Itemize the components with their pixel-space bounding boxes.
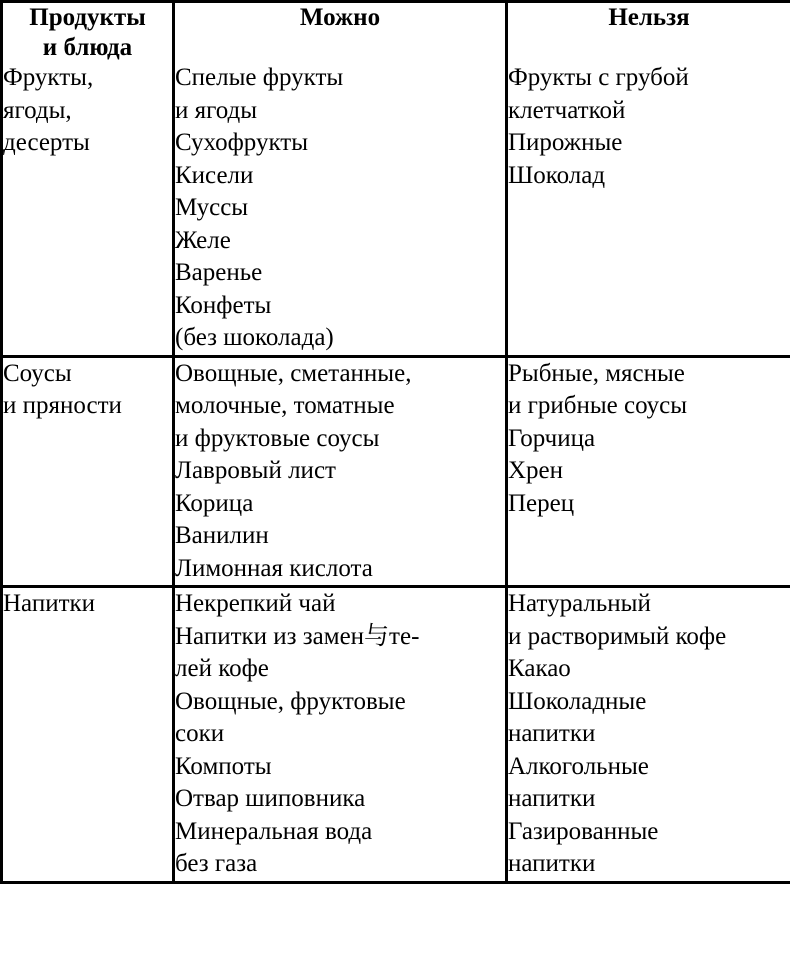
cell-line: Спелые фрукты [175, 64, 344, 91]
cell-line: Фрукты, [3, 64, 94, 91]
cell-line: Горчица [508, 424, 596, 452]
cell-line: Фрукты с грубой [508, 64, 689, 91]
cell-line: без газа [175, 850, 258, 877]
cell-line: Отвар шиповника [175, 785, 366, 812]
cell-line: и грибные соусы [508, 392, 688, 419]
cell-line: Шоколад [508, 161, 606, 189]
cell-line: Какао [508, 655, 571, 682]
header-line: Продукты [29, 4, 146, 31]
cell-line: Некрепкий чай [175, 590, 336, 617]
cell-line: Натуральный [508, 590, 651, 617]
cell-line: напитки [508, 720, 596, 747]
table-row [2, 356, 790, 587]
row-allowed-cell [174, 356, 507, 587]
cell-line: Муссы [175, 194, 249, 221]
cell-line: напитки [508, 785, 596, 812]
header-line: и блюда [42, 33, 133, 61]
row-category-cell [2, 356, 174, 587]
header-line: Можно [299, 4, 381, 31]
row-allowed-cell [174, 62, 507, 356]
header-cell-allowed [174, 2, 507, 63]
cell-line: Конфеты [175, 291, 272, 319]
header-line: Нельзя [608, 4, 690, 31]
cell-line: напитки [508, 850, 596, 877]
cell-line: Лавровый лист [175, 457, 336, 484]
row-forbidden-cell [507, 587, 790, 883]
cell-line: ягоды, [3, 96, 72, 124]
cell-line: Алкогольные [508, 752, 649, 780]
cell-line: Напитки из замен与те- [175, 622, 420, 650]
cell-line: и ягоды [175, 96, 258, 124]
cell-line: Соусы [3, 359, 72, 387]
cell-line: Варенье [175, 259, 263, 286]
cell-line: Корица [175, 489, 254, 517]
cell-line: Сухофрукты [175, 129, 309, 156]
table-row [2, 62, 790, 356]
cell-line: Овощные, фруктовые [175, 687, 406, 715]
header-cell-forbidden [507, 2, 790, 63]
cell-line: Напитки [3, 590, 96, 617]
cell-line: Желе [175, 226, 231, 254]
cell-line: Шоколадные [508, 687, 647, 715]
row-category-cell [2, 62, 174, 356]
cell-line: десерты [3, 129, 90, 156]
cell-line: Кисели [175, 161, 254, 189]
row-allowed-cell [174, 587, 507, 883]
cell-line: и пряности [3, 392, 122, 419]
cell-line: клетчаткой [508, 96, 626, 124]
cell-line: Компоты [175, 752, 272, 780]
cell-line: Газированные [508, 817, 659, 845]
row-category-cell [2, 587, 174, 883]
cell-line: Ванилин [175, 522, 269, 549]
cell-line: соки [175, 720, 225, 747]
table-header-row [2, 2, 790, 63]
cell-line: Лимонная кислота [175, 554, 373, 582]
cell-line: молочные, томатные [175, 392, 395, 419]
cell-line: Перец [508, 489, 575, 517]
cell-line: и растворимый кофе [508, 622, 727, 650]
cell-line: Овощные, сметанные, [175, 359, 412, 387]
row-forbidden-cell [507, 356, 790, 587]
cell-line: Минеральная вода [175, 817, 373, 845]
table-row [2, 587, 790, 883]
row-forbidden-cell [507, 62, 790, 356]
header-cell-products [2, 2, 174, 63]
cell-line: Рыбные, мясные [508, 359, 685, 387]
cell-line: и фруктовые соусы [175, 424, 380, 452]
cell-line: (без шоколада) [175, 324, 334, 351]
cell-line: Пирожные [508, 129, 623, 156]
cell-line: Хрен [508, 457, 564, 484]
cell-line: лей кофе [175, 655, 269, 682]
